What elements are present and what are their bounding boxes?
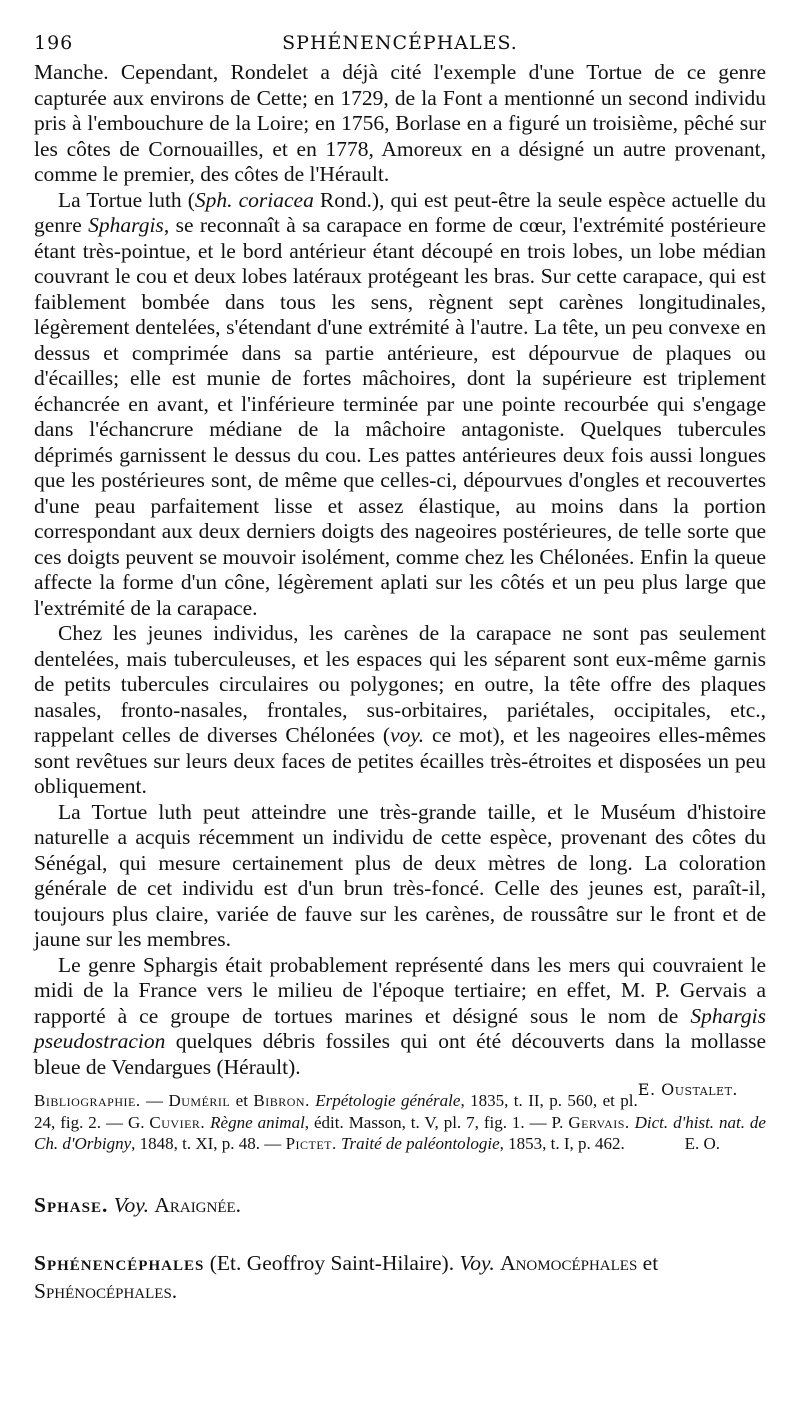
text-run: Cuvier. — [149, 1112, 206, 1132]
text-run: Gervais. — [568, 1112, 630, 1132]
text-run: Duméril — [168, 1091, 231, 1110]
text-run: , édit. Masson, t. V, pl. 7, fig. 1. — P. — [304, 1112, 569, 1132]
text-run: , 1848, t. XI, p. 48. — — [131, 1134, 286, 1153]
bibliography-text — [34, 1091, 766, 1153]
italic-text: Traité de paléontologie — [341, 1134, 500, 1153]
text-run: Rond.), qui est peut-être la seule espèce actuelle du genre — [34, 187, 767, 237]
text-run: et — [230, 1091, 254, 1110]
text-run: Anomocéphales — [500, 1250, 638, 1275]
page-number: 196 — [34, 32, 74, 54]
text-run: La Tortue luth peut atteindre une très-grande taille, et le Muséum d'histoire naturelle a acquis récemment un individu de cette espèce, provenant des côtes du Sénégal, qui mesure certainement plus de deux mètres de long. La coloration générale de cet individu est d'un brun très-foncé. Celle des jeunes est, paraît-il, toujours plus claire, variée de fauve sur les carènes, de roussâtre sur le front et de jaune sur les membres. — [34, 799, 766, 951]
text-run: quelques débris fossiles qui ont été découverts dans la mollasse bleue de Vendargues (Hérault). — [34, 1029, 766, 1079]
text-run: Chez les jeunes individus, les carènes de la carapace ne sont pas seulement dentelées, mais tuberculeuses, et les espaces qui les séparent sont eux-même garnis de petits tubercules circulaires ou polygones; en outre, la tête offre des plaques nasales, fronto-nasales, frontales, sus-orbitaires, pariétales, occipitales, etc., rappelant celles de diverses Chélonées ( — [34, 621, 766, 747]
text-run: ce mot), et les nageoires elles-mêmes sont revêtues sur leurs deux faces de petites écailles très-étroites et disposées un peu obliquement. — [34, 723, 766, 798]
text-run: — — [140, 1091, 169, 1110]
italic-text: Erpétologie générale — [315, 1091, 461, 1110]
italic-text: Règne animal — [210, 1112, 305, 1132]
text-run: Bibliographie. — [34, 1091, 141, 1110]
headword: Sphénencéphales — [34, 1250, 205, 1275]
text-run: Pictet. — [285, 1134, 337, 1153]
italic-text: Dict. d'hist. nat. de Ch. d'Orbigny — [34, 1112, 766, 1153]
text-run: Bibron. — [253, 1091, 310, 1110]
italic-text: Voy. — [459, 1250, 495, 1275]
text-run: , 1853, t. I, p. 462. — [499, 1134, 625, 1153]
paragraph — [34, 800, 766, 953]
article-body — [34, 60, 766, 1080]
italic-text: Voy. — [113, 1192, 149, 1217]
italic-text: Sph. coriacea — [194, 187, 314, 212]
text-run: Araignée. — [154, 1192, 242, 1217]
paragraph — [34, 621, 766, 800]
text-run: , 1835, t. II, p. 560, et pl. 24, fig. 2. — G. — [34, 1091, 638, 1132]
paragraph — [34, 953, 766, 1081]
author-signature: E. Oustalet. — [637, 1080, 738, 1099]
bibliography — [34, 1090, 766, 1155]
text-run: , se reconnaît à sa carapace en forme de cœur, l'extrémité postérieure étant très-pointue, et le bord antérieur étant découpé en trois lobes, un lobe médian couvrant le cou et deux lobes latéraux protégeant les bras. Sur cette carapace, qui est faiblement bombée dans tous les sens, règnent sept carènes longitudinales, légèrement dentelées, s'étendant d'une extrémité à l'autre. La tête, un peu convexe en dessus et comprimée dans sa partie antérieure, est dépourvue de plaques ou d'écailles; elle est munie de fortes mâchoires, dont la supérieure est triplement échancrée en avant, et l'inférieure terminée par une pointe recourbée qui s'engage dans l'échancrure médiane de la mâchoire antagoniste. Quelques tubercules déprimés garnissent le dessus du cou. Les pattes antérieures deux fois aussi longues que les postérieures sont, de même que celles-ci, dépourvues d'ongles et recouvertes d'une peau parfaitement lisse et assez élastique, au moins dans la portion correspondant aux deux derniers doigts des nageoires postérieures, de telle sorte que ces doigts peuvent se mouvoir isolément, comme chez les Chélonées. Enfin la queue affecte la forme d'un cône, légèrement aplati sur les côtés et un peu plus large que l'extrémité de la carapace. — [34, 213, 766, 620]
entry-sphenencephales — [34, 1249, 766, 1305]
paragraph — [34, 60, 766, 188]
text-run: La Tortue luth ( — [58, 187, 195, 212]
italic-text: Sphargis — [88, 213, 164, 237]
paragraph — [34, 188, 766, 622]
text-run: Le genre Sphargis était probablement représenté dans les mers qui couvraient le midi de la France vers le milieu de l'époque tertiaire; en effet, M. P. Gervais a rapporté à ce groupe de tortues marines et désigné sous le nom de — [34, 952, 766, 1028]
italic-text: voy. — [390, 723, 425, 747]
italic-text: Sphargis pseudostracion — [34, 1003, 766, 1053]
page-header — [34, 26, 766, 56]
entry-sphase — [34, 1191, 766, 1219]
text-run: et — [637, 1250, 659, 1275]
text-run: Manche. Cependant, Rondelet a déjà cité l'exemple d'une Tortue de ce genre capturée aux environs de Cette; en 1729, de la Font a mentionné un second individu pris à l'embouchure de la Loire; en 1756, Borlase en a figuré un troisième, pêché sur les côtes de Cornouailles, et en 1778, Amoreux en a désigné un autre provenant, comme le premier, des côtes de l'Hérault. — [34, 60, 766, 186]
running-head: SPHÉNENCÉPHALES. — [282, 32, 518, 54]
text-run: (Et. Geoffroy Saint-Hilaire). — [204, 1250, 460, 1275]
headword: Sphase. — [34, 1192, 109, 1217]
text-run: Sphénocéphales. — [34, 1278, 178, 1303]
bibliography-signature: E. O. — [684, 1134, 720, 1153]
